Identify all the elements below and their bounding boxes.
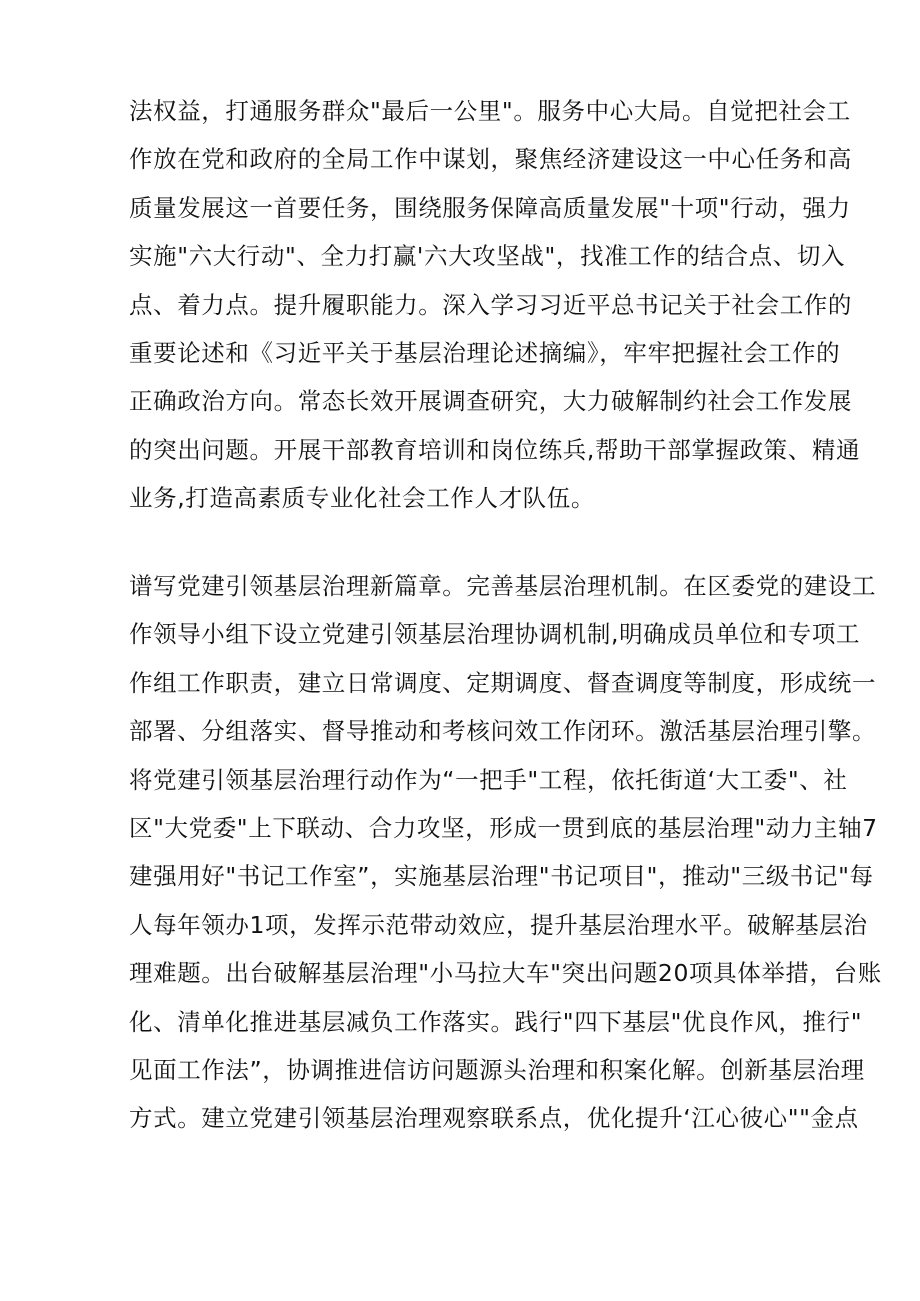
text-line: 业务,打造高素质专业化社会工作人才队伍。 — [129, 484, 595, 513]
text-line: 重要论述和《习近平关于基层治理论述摘编》，牢牢把握社会工作的 — [129, 338, 841, 367]
text-line: 点、着力点。提升履职能力。深入学习习近平总书记关于社会工作的 — [129, 290, 852, 319]
text-line: 人每年领办1项，发挥示范带动效应，提升基层治理水平。破解基层治 — [129, 910, 868, 939]
text-line: 正确政治方向。常态长效开展调查研究，大力破解制约社会工作发展 — [129, 387, 852, 416]
body-paragraph — [129, 562, 882, 1143]
text-line: 法权益，打通服务群众"最后一公里"。服务中心大局。自觉把社会工 — [129, 97, 851, 125]
text-line: 作领导小组下设立党建引领基层治理协调机制,明确成员单位和专项工 — [129, 620, 861, 649]
text-line: 实施"六大行动"、全力打赢'六大攻坚战"，找准工作的结合点、切入 — [129, 242, 846, 271]
text-line: 作放在党和政府的全局工作中谋划，聚焦经济建设这一中心任务和高 — [129, 145, 852, 174]
text-line: 见面工作法”，协调推进信访问题源头治理和积案化解。创新基层治理 — [129, 1055, 865, 1084]
text-line: 化、清单化推进基层减负工作落实。践行"四下基层"优良作风，推行" — [129, 1007, 863, 1036]
text-line: 作组工作职责，建立日常调度、定期调度、督查调度等制度，形成统一 — [129, 668, 877, 697]
text-line: 理难题。出台破解基层治理"小马拉大车"突出问题20项具体举措，台账 — [129, 959, 882, 988]
body-paragraph — [129, 87, 861, 523]
text-line: 质量发展这一首要任务，围绕服务保障高质量发展"十项"行动，强力 — [129, 193, 851, 222]
text-line: 的突出问题。开展干部教育培训和岗位练兵,帮助干部掌握政策、精通 — [129, 435, 861, 464]
text-line: 区"大党委"上下联动、合力攻坚，形成一贯到底的基层治理"动力主轴7 — [129, 813, 878, 842]
text-line: 部署、分组落实、督导推动和考核问效工作闭环。激活基层治理引擎。 — [129, 717, 877, 746]
text-line: 方式。建立党建引领基层治理观察联系点，优化提升‘江心彼心""金点 — [129, 1104, 859, 1133]
text-line: 谱写党建引领基层治理新篇章。完善基层治理机制。在区委党的建设工 — [129, 572, 877, 600]
text-line: 建强用好"书记工作室”，实施基层治理"书记项目"，推动"三级书记"每 — [129, 862, 874, 891]
text-line: 将党建引领基层治理行动作为“一把手"工程，依托街道‘大工委"、社 — [129, 765, 848, 794]
